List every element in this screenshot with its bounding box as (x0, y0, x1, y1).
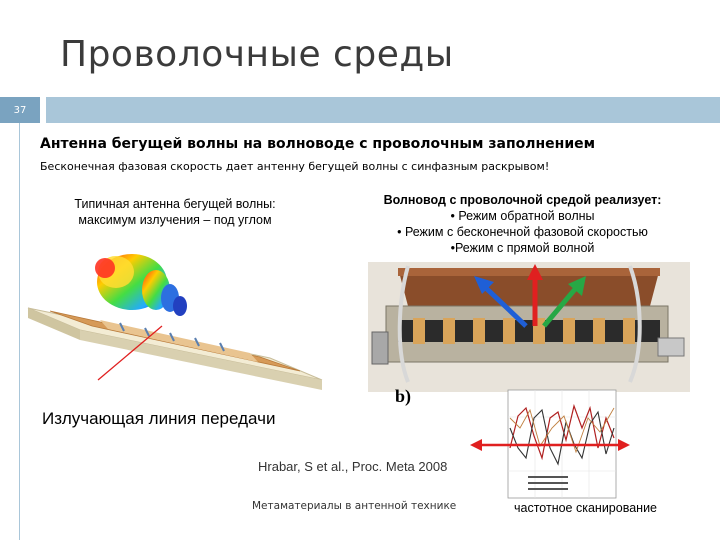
wood-lid-top (398, 268, 660, 276)
bullet-item: •Режим с прямой волной (450, 241, 595, 255)
reference-citation: Hrabar, S et al., Proc. Meta 2008 (258, 459, 448, 474)
frequency-scan-label: частотное сканирование (514, 501, 658, 515)
bullet-item: • Режим с бесконечной фазовой скоростью (397, 225, 648, 239)
right-caption-title: Волновод с проволочной средой реализует: (383, 193, 662, 207)
left-caption-line: максимум излучения – под углом (78, 213, 272, 227)
antenna-illustration (20, 240, 340, 420)
slide-heading: Антенна бегущей волны на волноводе с проволочным заполнением (40, 136, 596, 152)
header-bar (46, 97, 720, 123)
left-caption (50, 196, 300, 228)
left-caption-line: Типичная антенна бегущей волны: (74, 197, 276, 211)
connector-left (372, 332, 388, 364)
frequency-plot (468, 388, 668, 503)
slide-footer: Метаматериалы в антенной технике (252, 500, 457, 512)
photo-panel-label: b) (395, 386, 412, 406)
transmission-line-label: Излучающая линия передачи (42, 409, 276, 428)
right-caption (350, 192, 695, 256)
slide-subheading: Бесконечная фазовая скорость дает антенну бегущей волны с синфазным раскрывом! (40, 160, 550, 173)
substrate-edge (80, 330, 322, 390)
waveguide-photo (368, 262, 690, 392)
slide-number: 37 (0, 97, 40, 123)
slide-title: Проволочные среды (60, 34, 454, 75)
waveguide-slot (398, 320, 660, 342)
radiation-pattern (95, 254, 187, 316)
bullet-item: • Режим обратной волны (450, 209, 595, 223)
connector-right (658, 338, 684, 356)
